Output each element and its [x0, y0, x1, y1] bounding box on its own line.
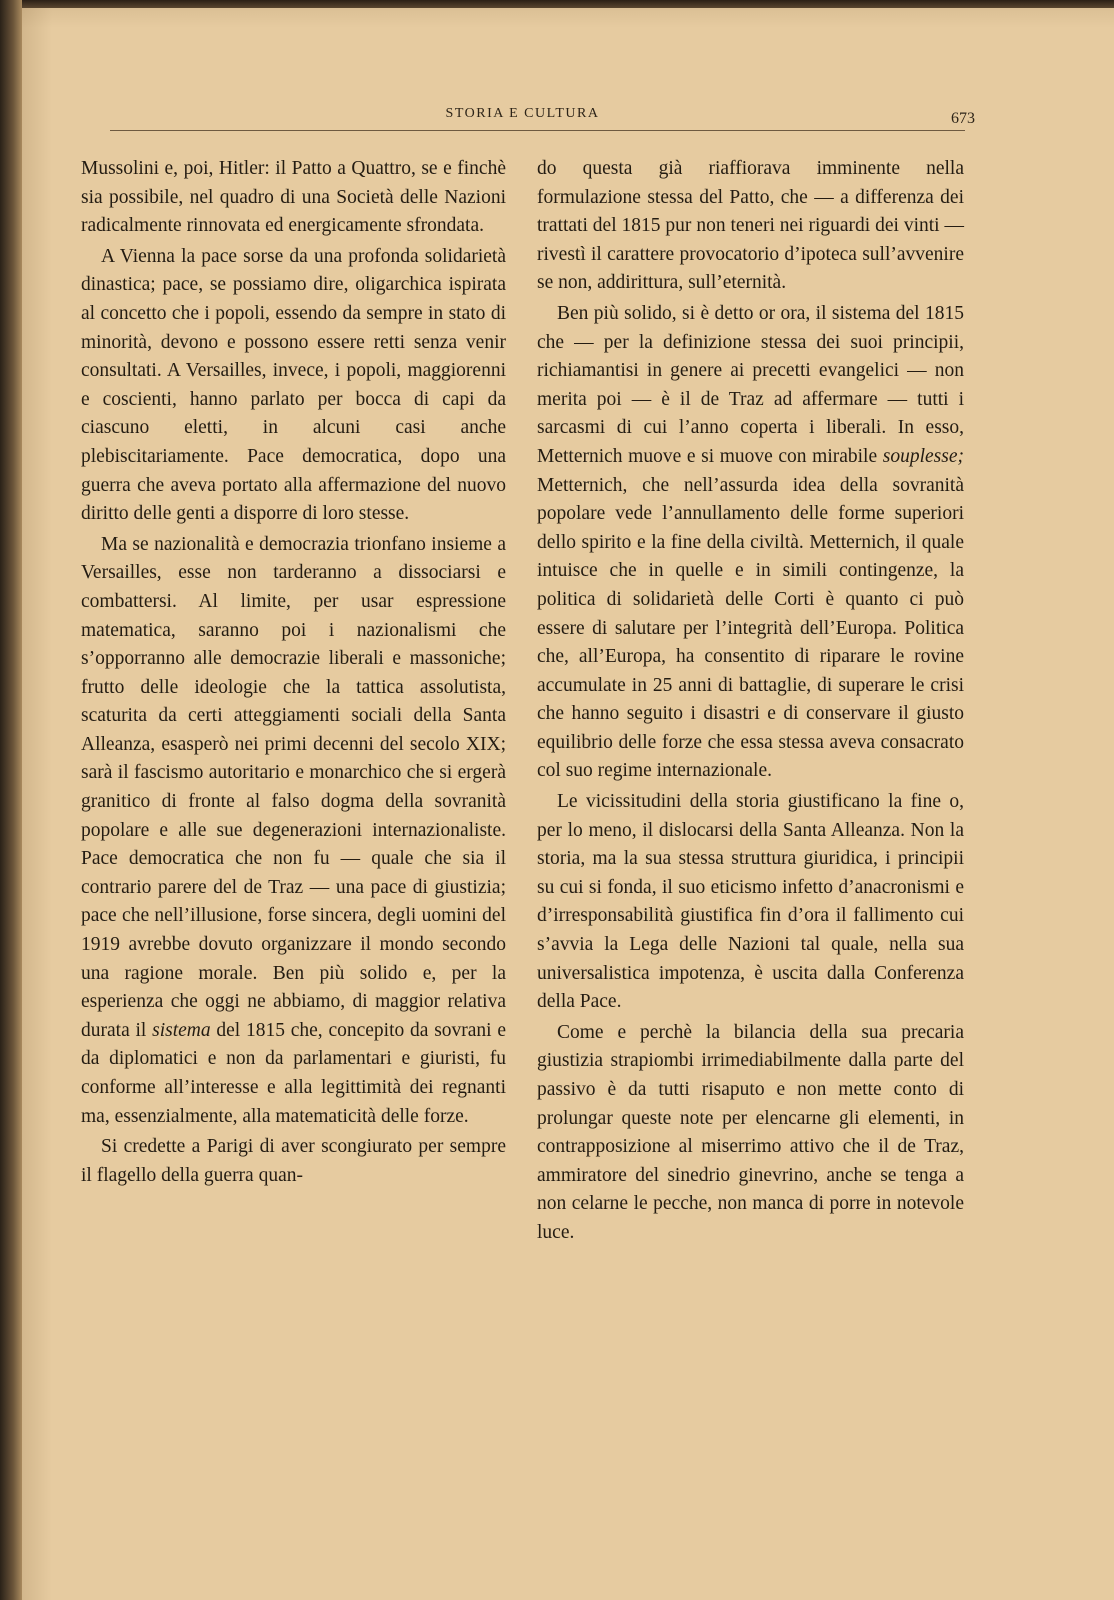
italic-term: souplesse; [882, 445, 964, 467]
book-spine [0, 0, 22, 1600]
italic-term: sistema [152, 1019, 211, 1041]
paragraph-text: del 1815 che, concepito da sovrani e da diplomatici e non da parlamentari e giuristi, fu conforme all’interesse e alla legittimità dei regnanti ma, essenzialmente, alla matematicità delle forze. [81, 1019, 507, 1127]
scan-top-edge [0, 0, 1114, 8]
paragraph [537, 300, 964, 786]
paragraph-text: Metternich, che nell’assurda idea della sovranità popolare vede l’annullamento delle forme superiori dello spirito e la fine della civiltà. Metternich, il quale intuisce che in quelle e in simili contingenze, la politica di solidarietà delle Corti è quanto ci può essere di salutare per l’integrità dell’Europa. Politica che, all’Europa, ha consentito di riparare le rovine accumulate in 25 anni di battaglie, di superare le crisi che hanno seguito i disastri e di conservare il giusto equilibrio delle forze che essa stessa aveva consacrato col suo regime internazionale. [537, 474, 964, 782]
paragraph [81, 531, 506, 1131]
paragraph-text: Ma se nazionalità e democrazia trionfano insieme a Versailles, esse non tarderanno a dissociarsi e combattersi. Al limite, per usar espressione matematica, saranno poi i nazionalismi che s’opporranno alle democrazie liberali e massoniche; frutto delle ideologie che la tattica assolutista, scaturita da certi atteggiamenti sociali della Santa Alleanza, esasperò nei primi decenni del secolo XIX; sarà il fascismo autoritario e monarchico che si ergerà granitico di fronte al falso dogma della sovranità popolare e alle sue degenerazioni internazionaliste. Pace democratica che non fu — quale che sia il contrario parere del de Traz — una pace di giustizia; pace che nell’illusione, forse sincera, degli uomini del 1919 avrebbe dovuto organizzare il mondo secondo una ragione morale. Ben più solido e, per la esperienza che oggi ne abbiamo, di maggior relativa durata il [81, 533, 506, 1041]
paragraph-text: Ben più solido, si è detto or ora, il sistema del 1815 che — per la definizione stessa dei suoi principii, richiamantisi in genere ai precetti evangelici — non merita poi — è il de Traz ad affermare — tutti i sarcasmi di cui l’anno coperta i liberali. In esso, Metternich muove e si muove con mirabile [537, 302, 964, 467]
running-head: STORIA E CULTURA [445, 106, 600, 121]
left-column [81, 155, 506, 1190]
page-number: 673 [951, 110, 975, 127]
paragraph: Le vicissitudini della storia giustificano la fine o, per lo meno, il dislocarsi della Santa Alleanza. Non la storia, ma la sua stessa struttura giuridica, i principii su cui si fonda, il suo eticismo infetto d’anacronismi e d’irresponsabilità giustifica fin d’ora il fallimento cui s’avvia la Lega delle Nazioni tal quale, nella sua universalistica impotenza, è uscita dalla Conferenza della Pace. [537, 791, 964, 1013]
page-header [70, 100, 975, 140]
paragraph: A Vienna la pace sorse da una profonda solidarietà dinastica; pace, se possiamo dire, oligarchica ispirata al concetto che i popoli, essendo da sempre in stato di minorità, devono e possono essere retti senza venir consultati. A Versailles, invece, i popoli, maggiorenni e coscienti, hanno parlato per bocca di capi da ciascuno eletti, in alcuni casi anche plebiscitariamente. Pace democratica, dopo una guerra che aveva portato alla affermazione del nuovo diritto delle genti a disporre di loro stesse. [81, 245, 506, 525]
paragraph: Come e perchè la bilancia della sua precaria giustizia strapiombi irrimediabilmente dalla parte del passivo è da tutti risaputo e non mette conto di prolungar queste note per elencarne gli elementi, in contrapposizione al miserrimo attivo che il de Traz, ammiratore del sinedrio ginevrino, anche se tenga a non celarne le pecche, non manca di porre in notevole luce. [537, 1021, 964, 1243]
paragraph: Mussolini e, poi, Hitler: il Patto a Quattro, se e finchè sia possibile, nel quadro di una Società delle Nazioni radicalmente rinnovata ed energicamente sfrondata. [81, 158, 506, 237]
paragraph: Si credette a Parigi di aver scongiurato per sempre il flagello della guerra quan- [81, 1136, 506, 1186]
header-rule [110, 130, 965, 131]
paragraph: do questa già riaffiorava imminente nella formulazione stessa del Patto, che — a differenza dei trattati del 1815 pur non teneri nei riguardi dei vinti — rivestì il carattere provocatorio d’ipoteca sull’avvenire se non, addirittura, sull’eternità. [537, 158, 964, 294]
right-column [537, 155, 964, 1248]
